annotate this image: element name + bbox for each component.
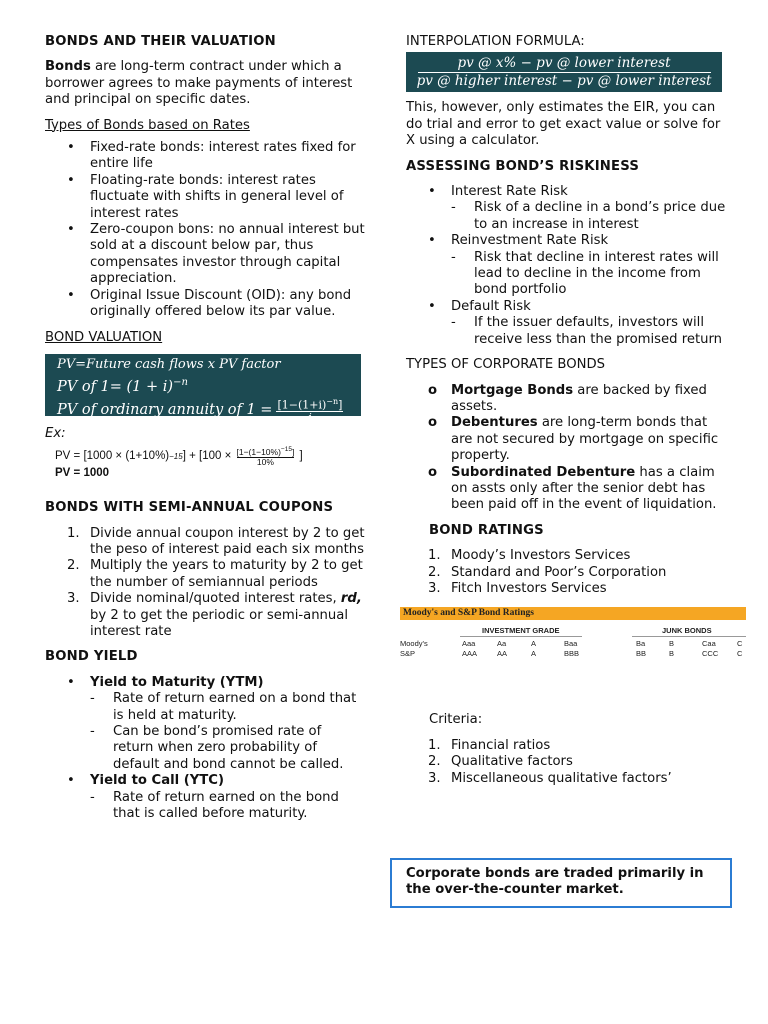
list-item: • Default Risk xyxy=(406,299,728,315)
valuation-heading: BOND VALUATION xyxy=(45,329,163,345)
list-item: 3. Divide nominal/quoted interest rates, rd, by 2 to get the periodic or semi-annual interest rate xyxy=(67,591,362,639)
list-item: o Subordinated Debenture has a claim on assts only after the senior debt has been paid off in the event of liquidation. xyxy=(406,465,728,514)
list-item: - Can be bond’s promised rate of return when zero probability of default and bond cannot be called. xyxy=(45,724,365,773)
list-item: - Rate of return earned on the bond that is called before maturity. xyxy=(45,790,365,823)
interpolation-numerator: pv @ x% − pv @ lower interest xyxy=(418,55,711,73)
formula-line-3: PV of ordinary annuity of 1 = $\frac{[1-(1+i)^{-n}]}{i}$ xyxy=(57,396,343,425)
riskiness-heading: ASSESSING BOND’S RISKINESS xyxy=(406,158,640,174)
list-item: 1. Financial ratios xyxy=(428,737,551,753)
list-item: - Risk of a decline in a bond’s price due to an increase in interest xyxy=(406,200,728,233)
list-item: - Rate of return earned on a bond that is held at maturity. xyxy=(45,691,365,724)
list-item: • Zero-coupon bons: no annual interest but sold at a discount below par, thus compensates investor through capital appreciation. xyxy=(45,222,365,288)
ytc-details xyxy=(45,790,365,823)
formula-line-2: PV of $1= (1 + i)^{-n}$ xyxy=(57,376,188,395)
list-item: 2. Standard and Poor’s Corporation xyxy=(428,564,667,580)
callout-text: Corporate bonds are traded primarily in the over-the-counter market. xyxy=(406,866,704,898)
list-item: • Yield to Maturity (YTM) xyxy=(45,675,365,691)
list-item: 1. Divide annual coupon interest by 2 to get the peso of interest paid each six months xyxy=(67,525,365,557)
list-item: • Interest Rate Risk xyxy=(406,184,728,200)
right-column xyxy=(400,34,743,787)
list-item: - If the issuer defaults, investors will receive less than the promised return xyxy=(406,315,728,348)
list-item: • Original Issue Discount (OID): any bond originally offered below its par value. xyxy=(45,288,365,321)
formula-line-1: PV=Future cash flows x PV factor xyxy=(57,356,281,372)
rating-agencies xyxy=(406,548,728,597)
example-label: Ex: xyxy=(45,425,66,441)
list-item: o Debentures are long-term bonds that are not secured by mortgage on specific property. xyxy=(406,415,728,464)
formula-fraction: $\frac{[1-(1+i)^{-n}]}{i}$ xyxy=(277,396,343,425)
list-item: • Reinvestment Rate Risk xyxy=(406,233,728,249)
yield-list xyxy=(45,675,365,691)
list-item: - Risk that decline in interest rates will lead to decline in the income from bond portfolio xyxy=(406,250,728,299)
interpolation-heading: INTERPOLATION FORMULA: xyxy=(406,34,585,49)
semi-annual-steps xyxy=(45,526,365,641)
types-list xyxy=(45,140,365,320)
bond-ratings-heading: BOND RATINGS xyxy=(429,522,544,538)
list-item: 2. Qualitative factors xyxy=(428,754,573,770)
callout-box xyxy=(390,858,732,908)
list-item: • Floating-rate bonds: interest rates fluctuate with shifts in general level of interest rates xyxy=(45,173,365,222)
list-item: • Yield to Call (YTC) xyxy=(45,773,365,789)
ratings-table: Moody's and S&P Bond Ratings INVESTMENT GRADE JUNK BONDS Moody's Aaa Aa A Baa Ba B Caa C S&P AAA AA A BBB BB B CCC C xyxy=(400,607,746,660)
interpolation-denominator: pv @ higher interest − pv @ lower interest xyxy=(416,72,712,89)
ytm-details xyxy=(45,691,365,773)
example-result: PV = 1000 xyxy=(55,467,110,480)
risk-list xyxy=(406,184,728,200)
corporate-bond-types xyxy=(406,383,728,514)
interpolation-note: This, however, only estimates the EIR, you can do trial and error to get exact value or solve for X using a calculator. xyxy=(406,100,721,149)
bonds-definition-text: are long-term contract under which a borrower agrees to make payments of interest and principal on specific dates. xyxy=(45,59,353,108)
list-item: 1. Moody’s Investors Services xyxy=(428,548,631,564)
valuation-formula-box xyxy=(45,354,361,425)
list-item: o Mortgage Bonds are backed by fixed assets. xyxy=(406,383,728,416)
criteria-list xyxy=(406,738,728,787)
example-calculation: PV = [1000 × (1+10%) −15 ] + [100 × $\frac{[1-(1-10\%)^{-15}]}{10\%}$ ] PV = 1000 xyxy=(45,445,365,480)
semi-annual-heading: BONDS WITH SEMI-ANNUAL COUPONS xyxy=(45,500,334,516)
list-item: 3. Miscellaneous qualitative factors’ xyxy=(428,770,672,786)
page-title: BONDS AND THEIR VALUATION xyxy=(45,34,276,49)
bonds-term: Bonds xyxy=(45,59,91,75)
list-item: 2. Multiply the years to maturity by 2 to get the number of semiannual periods xyxy=(67,558,363,590)
criteria-label: Criteria: xyxy=(429,712,483,728)
bonds-definition xyxy=(45,59,365,108)
left-column xyxy=(45,34,365,822)
list-item: 3. Fitch Investors Services xyxy=(428,580,607,596)
bond-yield-heading: BOND YIELD xyxy=(45,649,138,665)
list-item: • Fixed-rate bonds: interest rates fixed for entire life xyxy=(45,140,365,173)
junk-bonds-label: JUNK BONDS xyxy=(662,626,712,636)
investment-grade-label: INVESTMENT GRADE xyxy=(482,626,560,636)
corporate-bonds-heading: TYPES OF CORPORATE BONDS xyxy=(406,357,605,373)
types-heading: Types of Bonds based on Rates xyxy=(45,117,250,133)
interpolation-formula-box xyxy=(406,52,722,92)
ratings-table-title: Moody's and S&P Bond Ratings xyxy=(400,607,746,620)
